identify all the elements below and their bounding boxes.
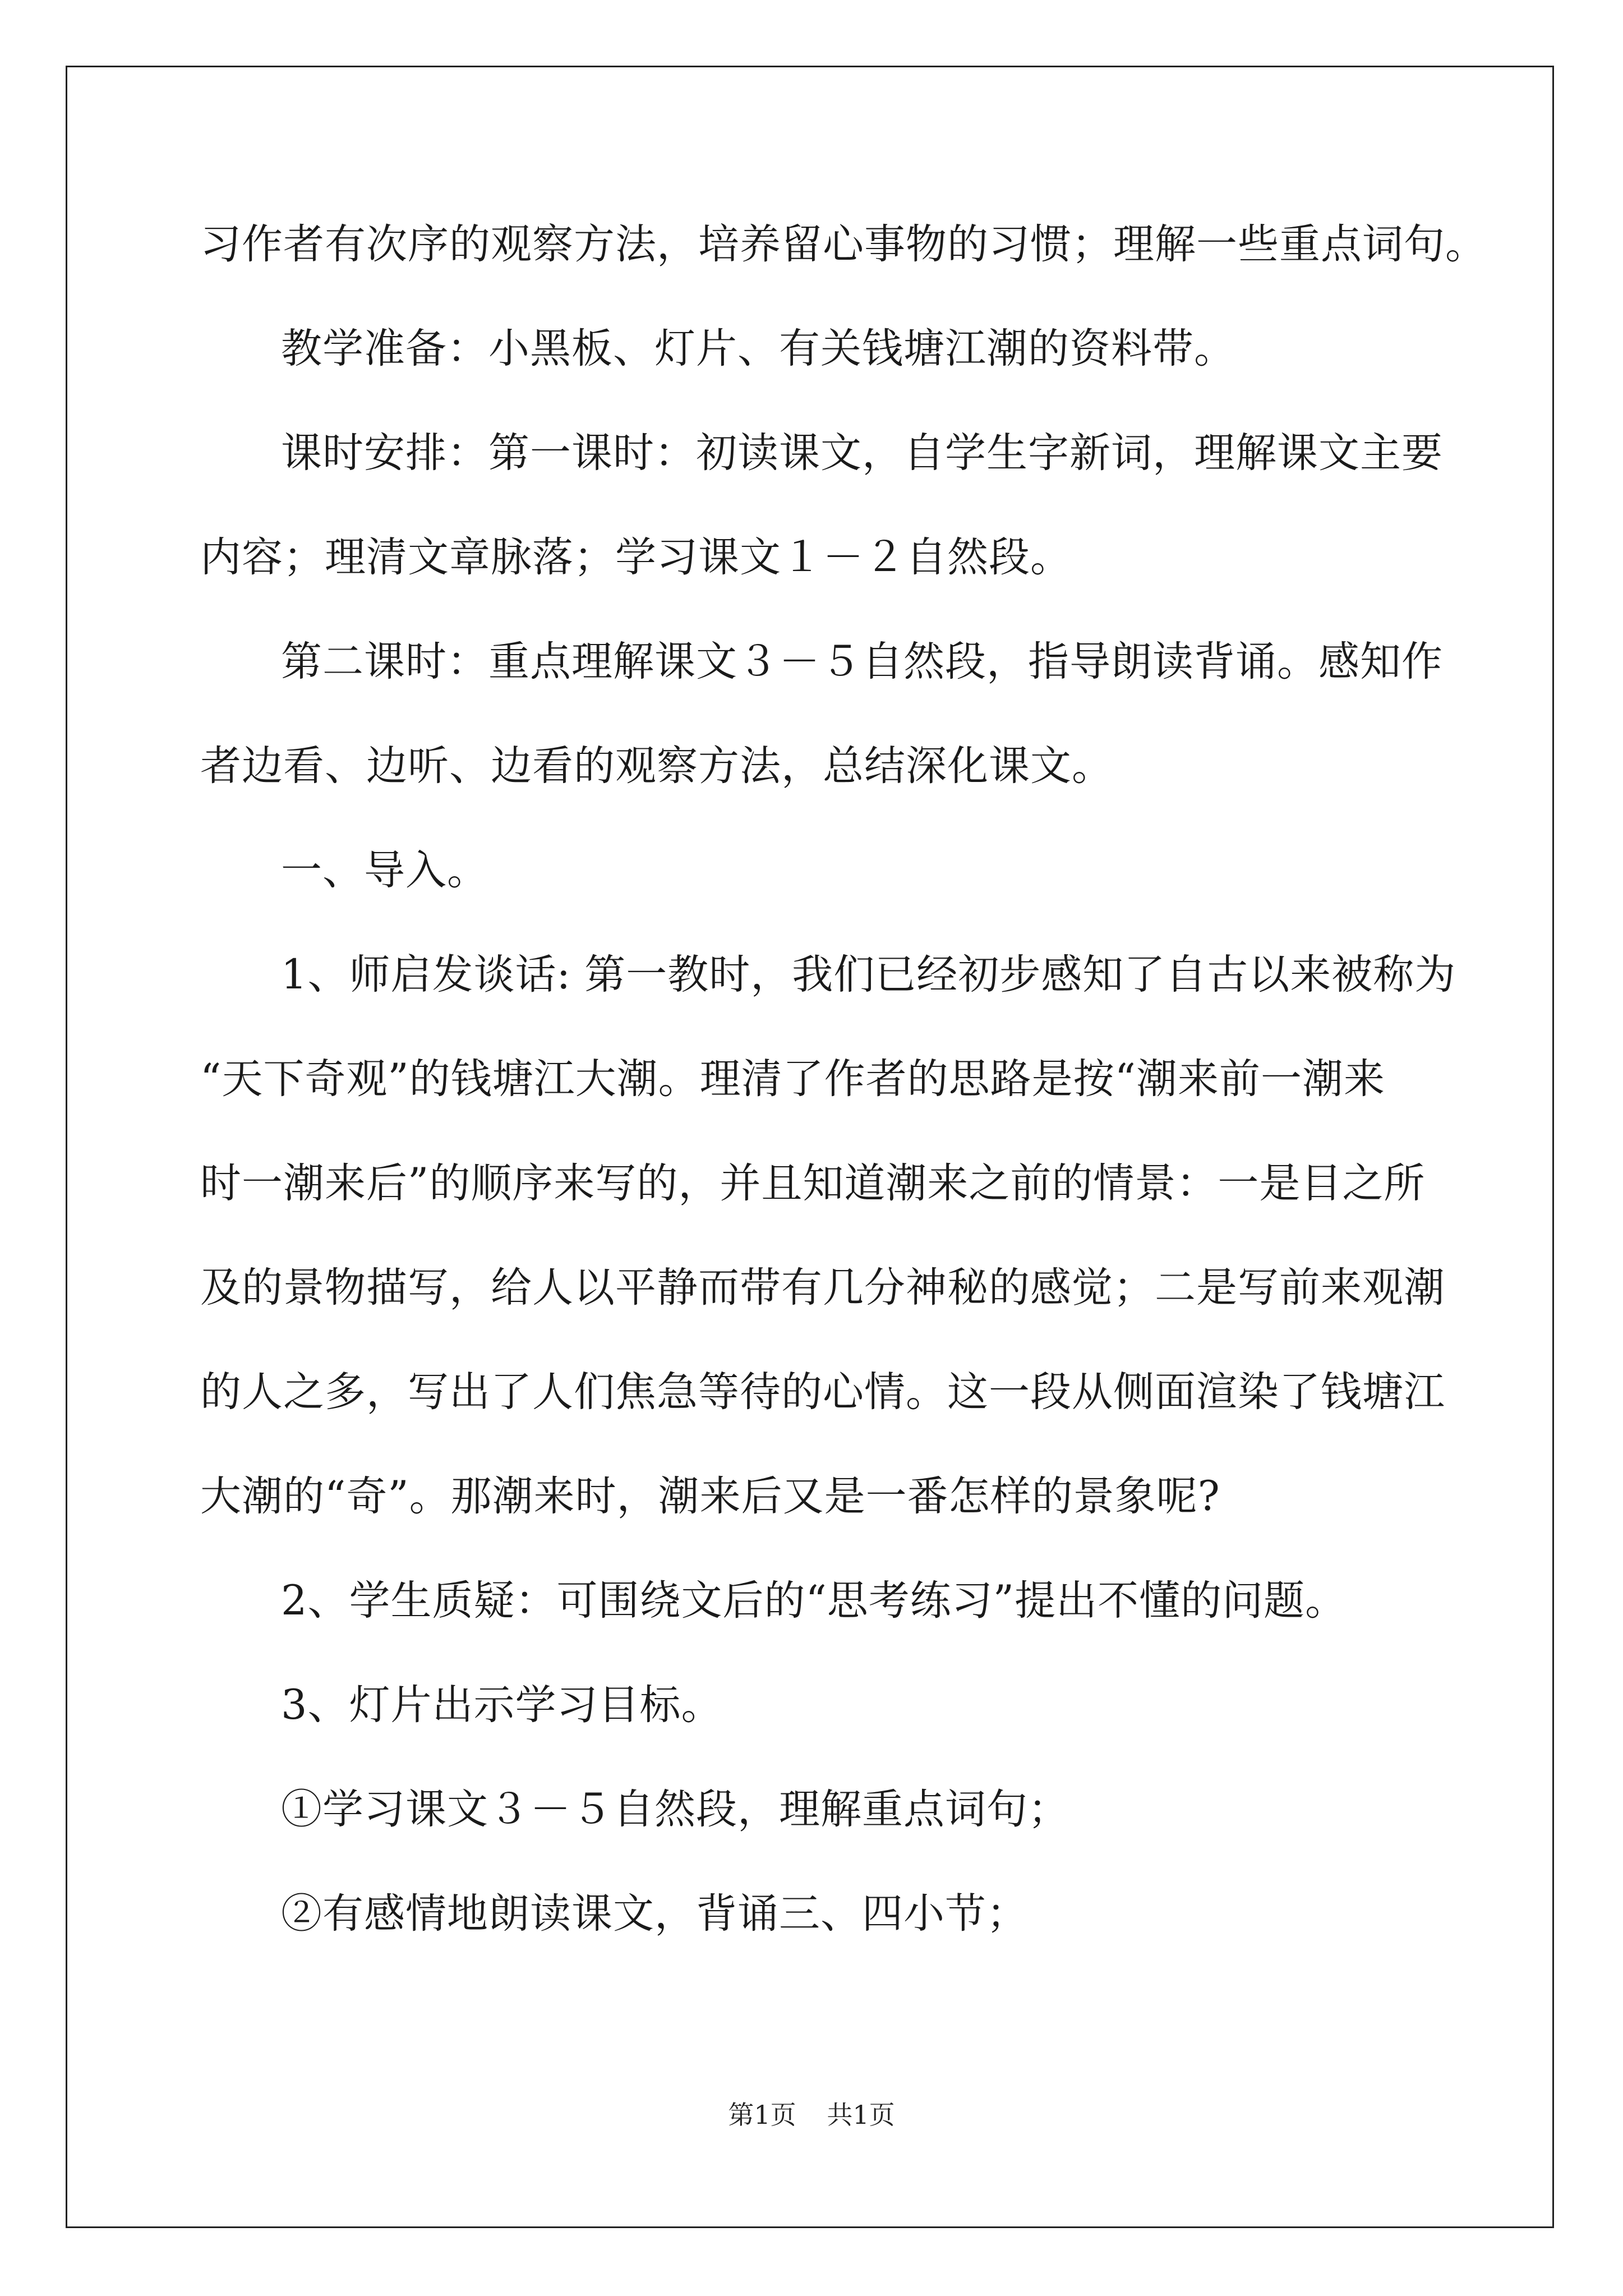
page-total: 共1页 [827, 2100, 895, 2130]
text-line-12: 的人之多，写出了人们焦急等待的心情。这一段从侧面渲染了钱塘江 [200, 1368, 1445, 1416]
text-line-10: 时一潮来后”的顺序来写的，并且知道潮来之前的情景：一是目之所 [200, 1159, 1426, 1207]
text-line-4: 内容；理清文章脉落；学习课文１－２自然段。 [200, 533, 1072, 581]
text-line-9: “天下奇观”的钱塘江大潮。理清了作者的思路是按“潮来前一潮来 [200, 1055, 1385, 1103]
text-line-17: ②有感情地朗读课文，背诵三、四小节； [281, 1890, 1028, 1938]
text-line-16: ①学习课文３－５自然段，理解重点词句； [281, 1786, 1069, 1833]
text-line-8: 1、师启发谈话: 第一教时，我们已经初步感知了自古以来被称为 [281, 951, 1456, 999]
text-line-11: 及的景物描写，给人以平静而带有几分神秘的感觉；二是写前来观潮 [200, 1264, 1445, 1312]
text-line-3: 课时安排：第一课时：初读课文，自学生字新词，理解课文主要 [281, 429, 1443, 477]
text-line-14: 2、学生质疑：可围绕文后的“思考练习”提出不懂的问题。 [281, 1577, 1347, 1625]
text-line-1: 习作者有次序的观察方法，培养留心事物的习惯；理解一些重点词句。 [200, 220, 1487, 268]
text-line-2: 教学准备：小黑板、灯片、有关钱塘江潮的资料带。 [281, 325, 1235, 372]
page-footer [0, 2098, 1623, 2132]
text-line-15: 3、灯片出示学习目标。 [281, 1681, 723, 1729]
text-line-6: 者边看、边听、边看的观察方法，总结深化课文。 [200, 742, 1113, 790]
text-line-7: 一、导入。 [281, 846, 488, 894]
page-number: 第1页 [728, 2100, 796, 2130]
text-line-13: 大潮的“奇”。那潮来时，潮来后又是一番怎样的景象呢? [200, 1473, 1220, 1520]
text-line-5: 第二课时：重点理解课文３－５自然段，指导朗读背诵。感知作 [281, 638, 1443, 685]
